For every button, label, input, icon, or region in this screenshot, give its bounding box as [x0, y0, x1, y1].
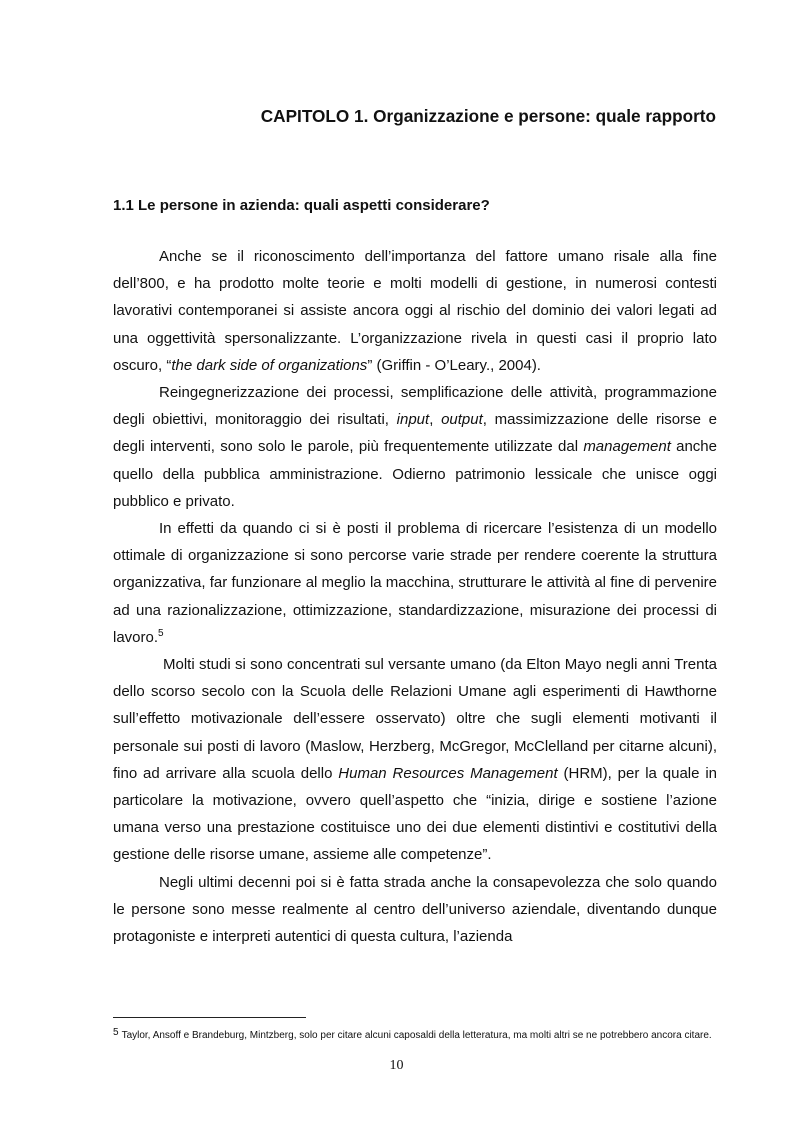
paragraph-2-text-d: anche quello della pubblica amministrazione. Odierno patrimonio lessicale che unisce oggi pubblico e privato. [113, 438, 717, 510]
paragraph-3 [113, 515, 717, 651]
paragraph-2-text-c: , massimizzazione delle risorse e degli interventi, sono solo le parole, più frequentemente utilizzate dal [113, 411, 717, 456]
paragraph-2-emphasis-management: management [583, 438, 671, 456]
paragraph-2-emphasis-output: output [441, 411, 483, 429]
footnote-number: 5 [113, 1027, 119, 1038]
paragraph-1-text-b: ” (Griffin - O’Leary., 2004). [367, 356, 541, 374]
page-number: 10 [389, 1058, 404, 1073]
paragraph-2-text-a: Reingegnerizzazione dei processi, semplificazione delle attività, programmazione degli obiettivi, monitoraggio dei risultati, [113, 384, 717, 429]
paragraph-5: Negli ultimi decenni poi si è fatta strada anche la consapevolezza che solo quando le persone sono messe realmente al centro dell’universo aziendale, diventando dunque protagoniste e interpreti autentici di questa cultura, l’azienda [113, 873, 717, 946]
footnote-text: Taylor, Ansoff e Brandeburg, Mintzberg, solo per citare alcuni caposaldi della letteratura, ma molti altri se ne potrebbero ancora citare. [121, 1030, 712, 1041]
chapter-title: CAPITOLO 1. Organizzazione e persone: quale rapporto [260, 106, 716, 126]
paragraph-4 [113, 651, 717, 869]
paragraph-4-text-a: Molti studi si sono concentrati sul versante umano (da Elton Mayo negli anni Trenta dello scorso secolo con la Scuola delle Relazioni Umane agli esperimenti di Hawthorne sull’effetto motivazionale dell’essere osservato) oltre che sugli elementi motivanti il personale sui posti di lavoro (Maslow, Herzberg, McGregor, McClelland per citarne alcuni), fino ad arrivare alla scuola dello [113, 656, 717, 782]
footnote [113, 1026, 717, 1043]
body-text [113, 243, 717, 950]
paragraph-4-text-b: (HRM), per la quale in particolare la motivazione, ovvero quell’aspetto che “inizia, dirige e sostiene l’azione umana verso una prestazione costituisce uno dei due elementi distintivi e costitutivi della gestione delle risorse umane, assieme alle competenze”. [113, 764, 718, 864]
paragraph-2 [113, 379, 717, 515]
paragraph-2-text-b: , [429, 411, 442, 429]
footnote-separator [113, 1017, 306, 1018]
paragraph-1-text-a: Anche se il riconoscimento dell’importanza del fattore umano risale alla fine dell’800, e ha prodotto molte teorie e molti modelli di gestione, in numerosi contesti lavorativi contemporanei si assiste ancora oggi al rischio del dominio dei valori legati ad una oggettività spersonalizzante. L’organizzazione rivela in questi casi il proprio lato oscuro, “ [113, 248, 717, 374]
paragraph-3-text: In effetti da quando ci si è posti il problema di ricercare l’esistenza di un modello ottimale di organizzazione si sono percorse varie strade per rendere coerente la struttura organizzativa, far funzionare al meglio la macchina, strutturare le attività al fine di pervenire ad una razionalizzazione, ottimizzazione, standardizzazione, misurazione dei processi di lavoro. [113, 520, 717, 646]
paragraph-2-emphasis-input: input [396, 411, 430, 429]
paragraph-4-emphasis: Human Resources Management [338, 764, 558, 782]
section-title: 1.1 Le persone in azienda: quali aspetti considerare? [113, 197, 490, 214]
footnote-reference[interactable]: 5 [158, 627, 164, 639]
paragraph-1-emphasis: the dark side of organizations [171, 356, 368, 374]
paragraph-1 [113, 243, 717, 379]
